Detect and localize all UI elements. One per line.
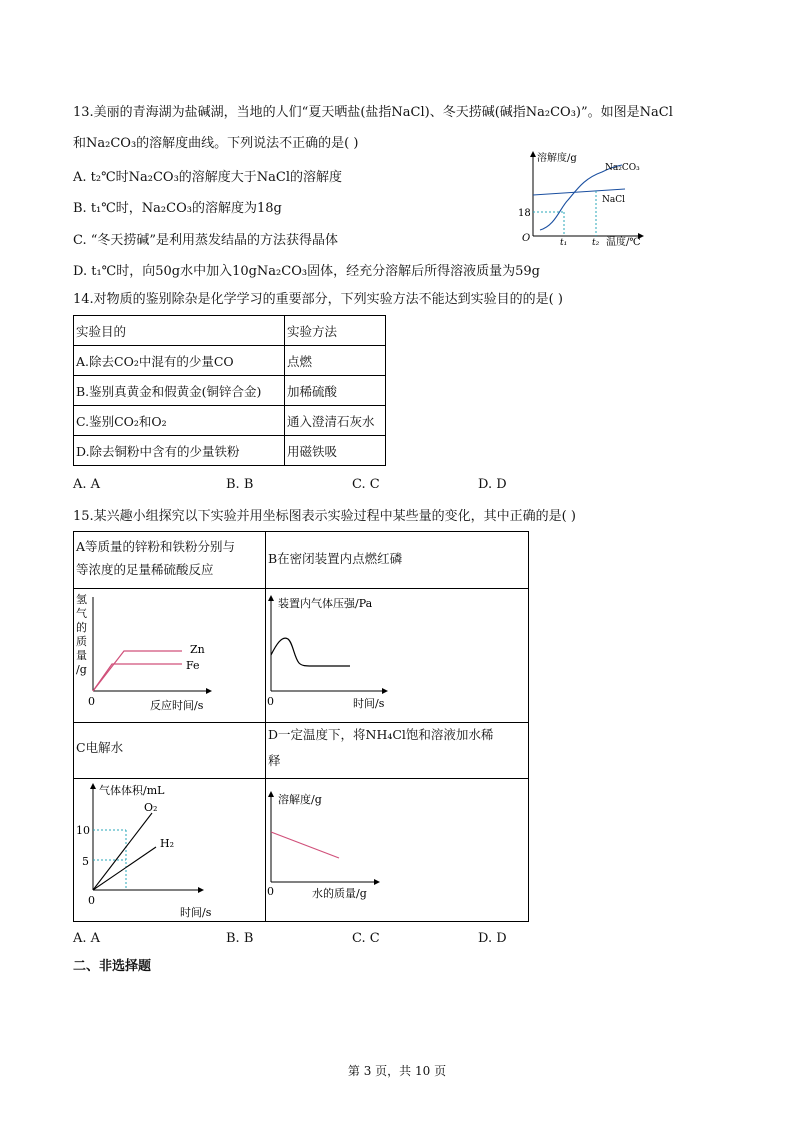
- q15-graph-a-fe-label: Fe: [186, 659, 200, 672]
- q13-option-d: D. t₁℃时，向50g水中加入10gNa₂CO₃固体，经充分溶解后所得溶液质量为59g: [73, 264, 540, 279]
- table-row: [74, 316, 386, 346]
- q13-stem-line1: 13.美丽的青海湖为盐碱湖，当地的人们“夏天晒盐(盐指NaCl)、冬天捞碱(碱指Na₂CO₃)”。如图是NaCl: [73, 105, 673, 120]
- q14-row-b-method: 加稀硫酸: [285, 376, 386, 406]
- q13-legend-nacl: NaCl: [602, 195, 626, 205]
- q15-graph-c: [74, 779, 264, 921]
- q15-graph-c-h2-line: [93, 847, 156, 890]
- q15-cell-d-title-1: D一定温度下，将NH₄Cl饱和溶液加水稀: [268, 727, 494, 742]
- q14-row-c-purpose: C.鉴别CO₂和O₂: [74, 406, 285, 436]
- q15-graph-c-o2-label: O₂: [144, 801, 158, 814]
- q15-graph-a-ylabel-1: 氢: [76, 593, 87, 606]
- q13-graph-ytick: 18: [518, 208, 531, 219]
- q15-graph-c-ytick-5: 5: [82, 855, 89, 868]
- q15-graph-a-ylabel-2: 气: [76, 607, 87, 620]
- q15-graph-b-xlabel: 时间/s: [353, 697, 385, 710]
- q15-graph-d-solubility-line: [271, 832, 339, 858]
- q15-graph-c-ytick-10: 10: [76, 824, 90, 837]
- q15-graph-a-origin: 0: [88, 695, 95, 708]
- q13-graph-xlabel: 温度/℃: [606, 237, 641, 248]
- q13-graph-ylabel: 溶解度/g: [537, 153, 577, 164]
- q14-stem: 14.对物质的鉴别除杂是化学学习的重要部分，下列实验方法不能达到实验目的的是( ): [73, 292, 563, 307]
- q15-graph-c-origin: 0: [88, 894, 95, 907]
- q15-graph-d-origin: 0: [267, 885, 274, 898]
- q15-graph-a-ylabel-5: 量: [76, 649, 87, 662]
- q15-graph-c-o2-line: [93, 813, 152, 890]
- q14-choice-a: A. A: [73, 477, 101, 492]
- q15-graph-b: [266, 589, 528, 721]
- q13-graph-origin: O: [522, 233, 531, 244]
- q14-header-method: 实验方法: [285, 316, 386, 346]
- q15-graph-a-ylabel-3: 的: [76, 621, 87, 634]
- q13-stem-line2: 和Na₂CO₃的溶解度曲线。下列说法不正确的是( ): [73, 136, 359, 151]
- q14-row-a-purpose: A.除去CO₂中混有的少量CO: [74, 346, 285, 376]
- q13-graph-xtick-t1: t₁: [560, 238, 568, 248]
- q15-cell-a-title-1: A等质量的锌粉和铁粉分别与: [76, 539, 236, 554]
- q15-graph-d-xlabel: 水的质量/g: [312, 887, 367, 900]
- q14-row-a-method: 点燃: [285, 346, 386, 376]
- q15-cell-c-title: C电解水: [76, 740, 124, 755]
- q14-choice-c: C. C: [352, 477, 380, 492]
- q14-choice-b: B. B: [226, 477, 254, 492]
- q15-graph-b-pressure-curve: [271, 638, 350, 666]
- q15-choice-d: D. D: [478, 931, 507, 946]
- q15-grid: [73, 531, 529, 922]
- table-row: [74, 436, 386, 466]
- q15-graph-d-ylabel: 溶解度/g: [278, 793, 322, 806]
- q14-row-c-method: 通入澄清石灰水: [285, 406, 386, 436]
- q13-option-a: A. t₂℃时Na₂CO₃的溶解度大于NaCl的溶解度: [73, 170, 343, 185]
- q13-graph-xtick-t2: t₂: [592, 238, 600, 248]
- q14-header-purpose: 实验目的: [74, 316, 285, 346]
- q15-choice-c: C. C: [352, 931, 380, 946]
- q15-cell-d-title-2: 释: [268, 753, 281, 768]
- q13-legend-na2co3: Na₂CO₃: [605, 163, 640, 173]
- table-row: [74, 346, 386, 376]
- q15-cell-b-title: B在密闭装置内点燃红磷: [268, 551, 403, 566]
- table-row: [74, 376, 386, 406]
- page-footer: 第 3 页，共 10 页: [347, 1064, 447, 1078]
- q13-solubility-graph: [510, 148, 660, 248]
- table-row: [74, 406, 386, 436]
- section-2-heading: 二、非选择题: [73, 959, 152, 974]
- q14-table: [73, 315, 386, 466]
- q15-graph-a-ylabel-6: /g: [76, 663, 87, 676]
- q15-graph-c-xlabel: 时间/s: [180, 906, 212, 919]
- q15-graph-a-xlabel: 反应时间/s: [150, 699, 204, 712]
- q15-graph-a-fe-line: [93, 664, 182, 691]
- q14-row-d-purpose: D.除去铜粉中含有的少量铁粉: [74, 436, 285, 466]
- q15-graph-b-origin: 0: [267, 695, 274, 708]
- q15-stem: 15.某兴趣小组探究以下实验并用坐标图表示实验过程中某些量的变化，其中正确的是( ): [73, 509, 576, 524]
- q14-choice-d: D. D: [478, 477, 507, 492]
- q15-graph-a: [74, 589, 264, 721]
- q15-graph-d: [266, 779, 528, 921]
- q14-row-d-method: 用磁铁吸: [285, 436, 386, 466]
- q14-row-b-purpose: B.鉴别真黄金和假黄金(铜锌合金): [74, 376, 285, 406]
- q13-option-b: B. t₁℃时，Na₂CO₃的溶解度为18g: [73, 201, 282, 216]
- q15-graph-a-zn-label: Zn: [190, 643, 205, 656]
- q15-graph-b-ylabel: 装置内气体压强/Pa: [278, 597, 373, 610]
- q15-cell-a-title-2: 等浓度的足量稀硫酸反应: [76, 562, 214, 577]
- q15-graph-c-h2-label: H₂: [160, 837, 175, 850]
- q15-graph-c-ylabel: 气体体积/mL: [99, 784, 165, 797]
- q15-choice-a: A. A: [73, 931, 101, 946]
- q15-graph-a-ylabel-4: 质: [76, 635, 87, 648]
- q13-option-c: C. “冬天捞碱”是利用蒸发结晶的方法获得晶体: [73, 233, 339, 248]
- q15-choice-b: B. B: [226, 931, 254, 946]
